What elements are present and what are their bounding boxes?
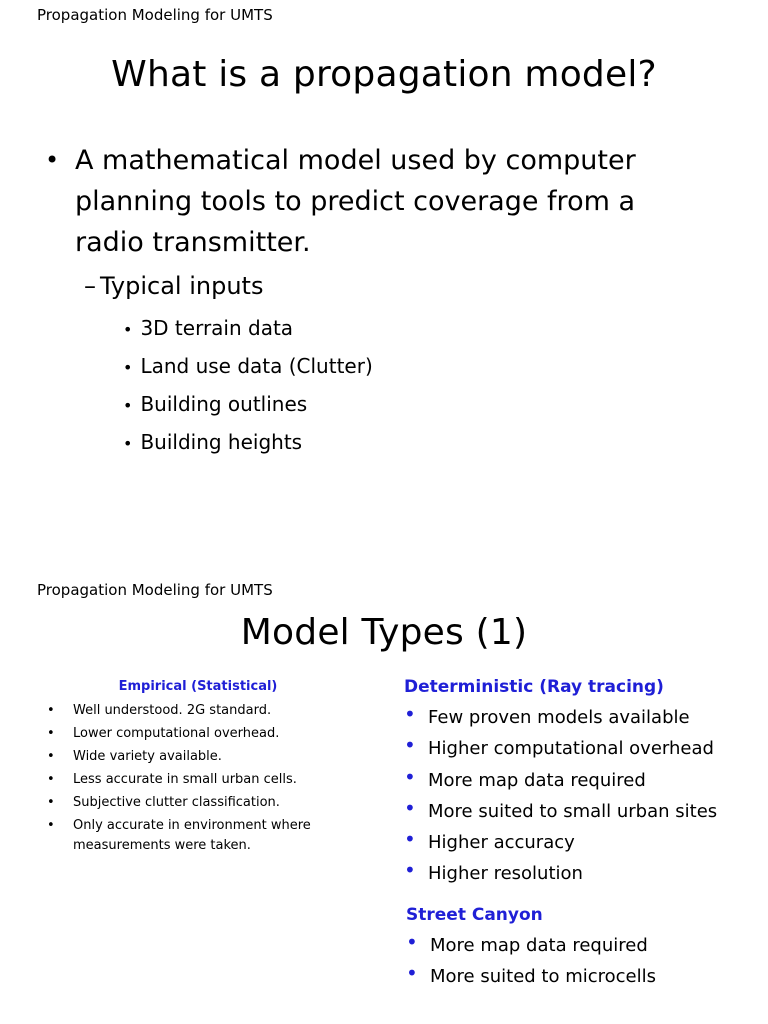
bullet-icon: •: [123, 320, 133, 339]
inputs-list: [123, 310, 373, 462]
list-item-text: More map data required: [428, 769, 646, 791]
list-item: [404, 702, 754, 733]
sub-bullet-typical-inputs: [84, 268, 263, 304]
list-item-text: Building outlines: [140, 392, 308, 416]
bullet-icon: •: [47, 818, 55, 833]
slide-title: Model Types (1): [240, 612, 528, 653]
list-item: [404, 765, 754, 796]
bullet-icon: •: [47, 726, 55, 741]
deterministic-heading: Deterministic (Ray tracing): [404, 677, 664, 697]
bullet-icon: •: [47, 772, 55, 787]
list-item-text: Wide variety available.: [73, 749, 222, 764]
list-item: [47, 816, 337, 856]
bullet-icon: •: [47, 749, 55, 764]
list-item-text: Higher computational overhead: [428, 738, 714, 760]
list-item-text: Less accurate in small urban cells.: [73, 772, 297, 787]
bullet-icon: •: [45, 146, 60, 174]
dash-icon: –: [84, 272, 96, 300]
main-bullet-text: A mathematical model used by computer planning tools to predict coverage from a radio transmitter.: [75, 145, 636, 258]
bullet-icon: •: [404, 764, 416, 789]
list-item: [404, 827, 754, 858]
list-item-text: More suited to microcells: [430, 966, 657, 988]
list-item: [47, 747, 337, 767]
list-item: [47, 793, 337, 813]
list-item: [123, 348, 373, 386]
bullet-icon: •: [123, 358, 133, 377]
bullet-icon: •: [123, 396, 133, 415]
deterministic-column: [404, 674, 754, 992]
bullet-icon: •: [404, 827, 416, 852]
bullet-icon: •: [404, 702, 416, 726]
list-item: [404, 733, 754, 764]
list-item-text: More map data required: [430, 934, 648, 956]
list-item-text: More suited to small urban sites: [428, 800, 718, 822]
list-item-text: Land use data (Clutter): [140, 354, 373, 378]
list-item: [404, 930, 754, 961]
list-item-text: Well understood. 2G standard.: [73, 703, 272, 718]
list-item-text: Subjective clutter classification.: [73, 795, 280, 810]
bullet-icon: •: [406, 929, 418, 954]
list-item-text: 3D terrain data: [140, 316, 294, 340]
list-item-text: Higher resolution: [428, 863, 583, 885]
empirical-list: [47, 701, 337, 856]
list-item-text: Few proven models available: [428, 707, 690, 728]
list-item: [47, 724, 337, 744]
list-item-text: Lower computational overhead.: [73, 726, 280, 741]
street-canyon-heading: Street Canyon: [406, 904, 543, 925]
street-canyon-list: [404, 930, 754, 993]
slide-header: Propagation Modeling for UMTS: [37, 6, 273, 24]
slide-title: What is a propagation model?: [111, 54, 657, 95]
list-item: [123, 386, 373, 424]
deterministic-list: [404, 702, 754, 890]
bullet-icon: •: [404, 858, 416, 883]
main-bullet: [45, 140, 685, 263]
bullet-icon: •: [404, 733, 416, 758]
list-item-text: Only accurate in environment where measurements were taken.: [73, 818, 311, 853]
bullet-icon: •: [47, 703, 55, 718]
bullet-icon: •: [404, 795, 416, 820]
list-item-text: Building heights: [140, 430, 303, 454]
list-item: [404, 796, 754, 827]
list-item-text: Higher accuracy: [428, 832, 575, 854]
list-item: [47, 701, 337, 721]
list-item: [123, 424, 373, 462]
list-item: [47, 770, 337, 790]
slide-model-types: [0, 512, 768, 1024]
bullet-icon: •: [47, 795, 55, 810]
empirical-column: [47, 675, 337, 859]
list-item: [404, 961, 754, 992]
list-item: [404, 858, 754, 889]
slide-header: Propagation Modeling for UMTS: [37, 581, 273, 599]
list-item: [123, 310, 373, 348]
bullet-icon: •: [123, 434, 133, 453]
bullet-icon: •: [406, 961, 418, 986]
sub-bullet-text: Typical inputs: [100, 272, 264, 300]
empirical-heading: Empirical (Statistical): [118, 679, 278, 694]
